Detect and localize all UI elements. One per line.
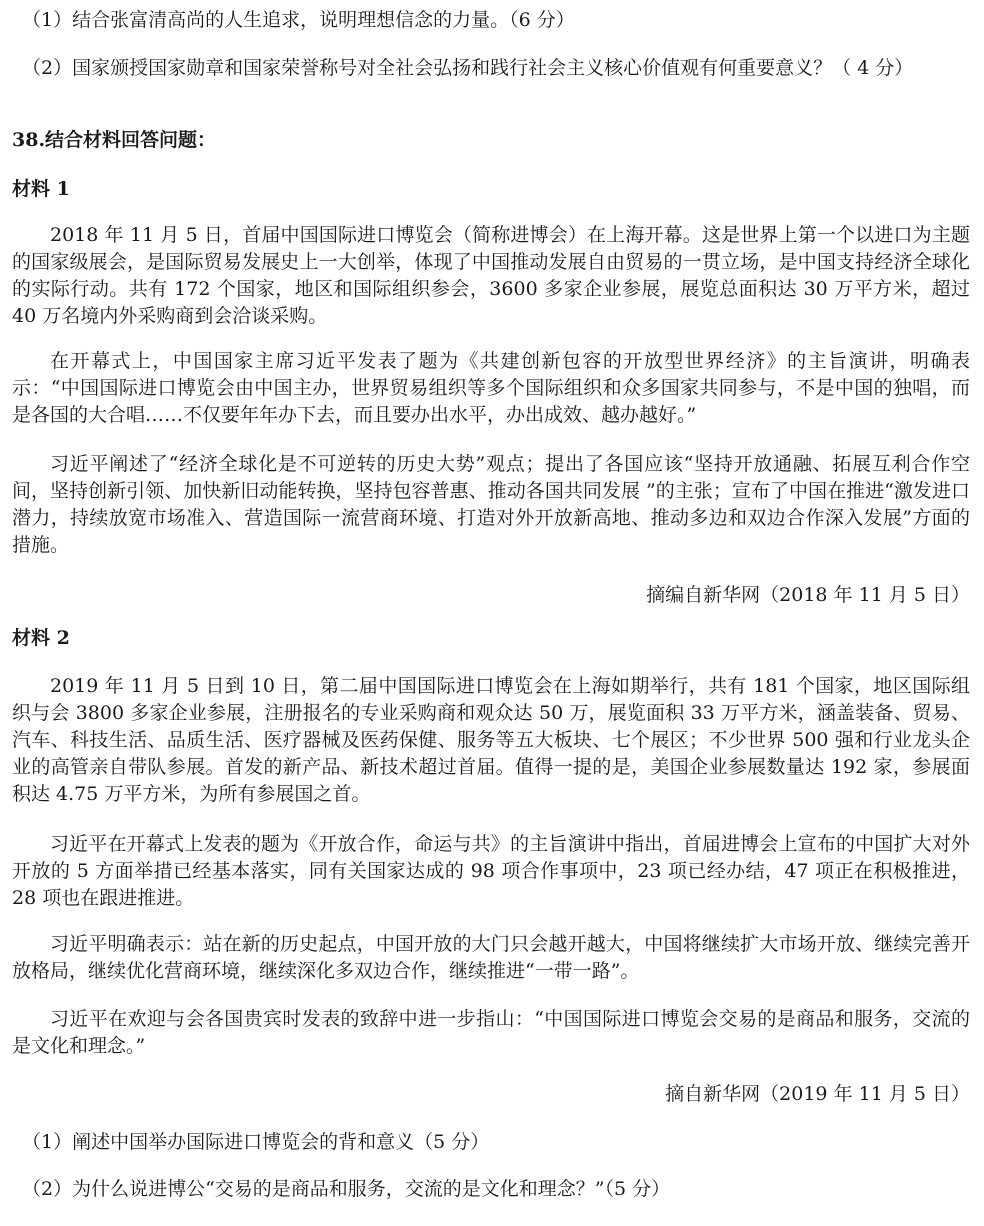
question-38-title: 38.结合材料回答问题： <box>12 129 217 151</box>
material-2-source: 摘自新华网（2019 年 11 月 5 日） <box>665 1083 970 1105</box>
material-2-paragraph: 习近平明确表示：站在新的历史起点，中国开放的大门只会越开越大，中国将继续扩大市场开放、继续完善开放格局，继续优化营商环境，继续深化多双边合作，继续推进“一带一路”。 <box>12 933 970 982</box>
material-2-paragraph: 习近平在开幕式上发表的题为《开放合作，命运与共》的主旨演讲中指出，首届进博会上宣布的中国扩大对外开放的 5 方面举措已经基本落实，同有关国家达成的 98 项合作事项中，23 项已经办结，47 项正在积极推进，28 项也在跟进推进。 <box>12 833 970 909</box>
material-1-source: 摘编自新华网（2018 年 11 月 5 日） <box>646 584 970 606</box>
material-2-heading: 材料 2 <box>12 627 70 649</box>
question-1: （1）阐述中国举办国际进口博览会的背和意义（5 分） <box>22 1131 490 1153</box>
prev-question-2: （2）国家颁授国家勋章和国家荣誉称号对全社会弘扬和践行社会主义核心价值观有何重要意义？（ 4 分） <box>22 57 914 79</box>
question-2: （2）为什么说进博公“交易的是商品和服务，交流的是文化和理念？”（5 分） <box>22 1178 671 1200</box>
material-2-paragraph: 习近平在欢迎与会各国贵宾时发表的致辞中进一步指山：“中国国际进口博览会交易的是商品和服务，交流的是文化和理念。” <box>12 1008 970 1057</box>
prev-question-1: （1）结合张富清高尚的人生追求，说明理想信念的力量。（6 分） <box>22 9 575 31</box>
material-2-paragraph: 2019 年 11 月 5 日到 10 日，第二届中国国际进口博览会在上海如期举行，共有 181 个国家，地区国际组织与会 3800 多家企业参展，注册报名的专业采购商和观众达 50 万，展览面积 33 万平方米，涵盖装备、贸易、汽车、科技生活、品质生活、医疗器械及医药保健、服务等五大板块、七个展区；不少世界 500 强和行业龙头企业的高管亲自带队参展。首发的新产品、新技术超过首届。值得一提的是，美国企业参展数量达 192 家，参展面积达 4.75 万平方米，为所有参展国之首。 <box>12 675 970 805</box>
material-1-paragraph: 习近平阐述了“经济全球化是不可逆转的历史大势”观点；提出了各国应该“坚持开放通融、拓展互利合作空间，坚持创新引领、加快新旧动能转换，坚持包容普惠、推动各国共同发展 ”的主张；宣布了中国在推进“激发进口潜力，持续放宽市场准入、营造国际一流营商环境、打造对外开放新高地、推动多边和双边合作深入发展”方面的措施。 <box>12 453 970 556</box>
material-1-paragraph: 在开幕式上，中国国家主席习近平发表了题为《共建创新包容的开放型世界经济》的主旨演讲，明确表示：“中国国际进口博览会由中国主办，世界贸易组织等多个国际组织和众多国家共同参与，不是中国的独唱，而是各国的大合唱……不仅要年年办下去，而且要办出水平，办出成效、越办越好。” <box>12 350 970 426</box>
material-1-heading: 材料 1 <box>12 178 70 200</box>
material-1-paragraph: 2018 年 11 月 5 日，首届中国国际进口博览会（简称进博会）在上海开幕。这是世界上第一个以进口为主题的国家级展会，是国际贸易发展史上一大创举，体现了中国推动发展自由贸易的一贯立场，是中国支持经济全球化的实际行动。共有 172 个国家，地区和国际组织参会，3600 多家企业参展，展览总面积达 30 万平方米，超过 40 万名境内外采购商到会洽谈采购。 <box>12 224 970 327</box>
